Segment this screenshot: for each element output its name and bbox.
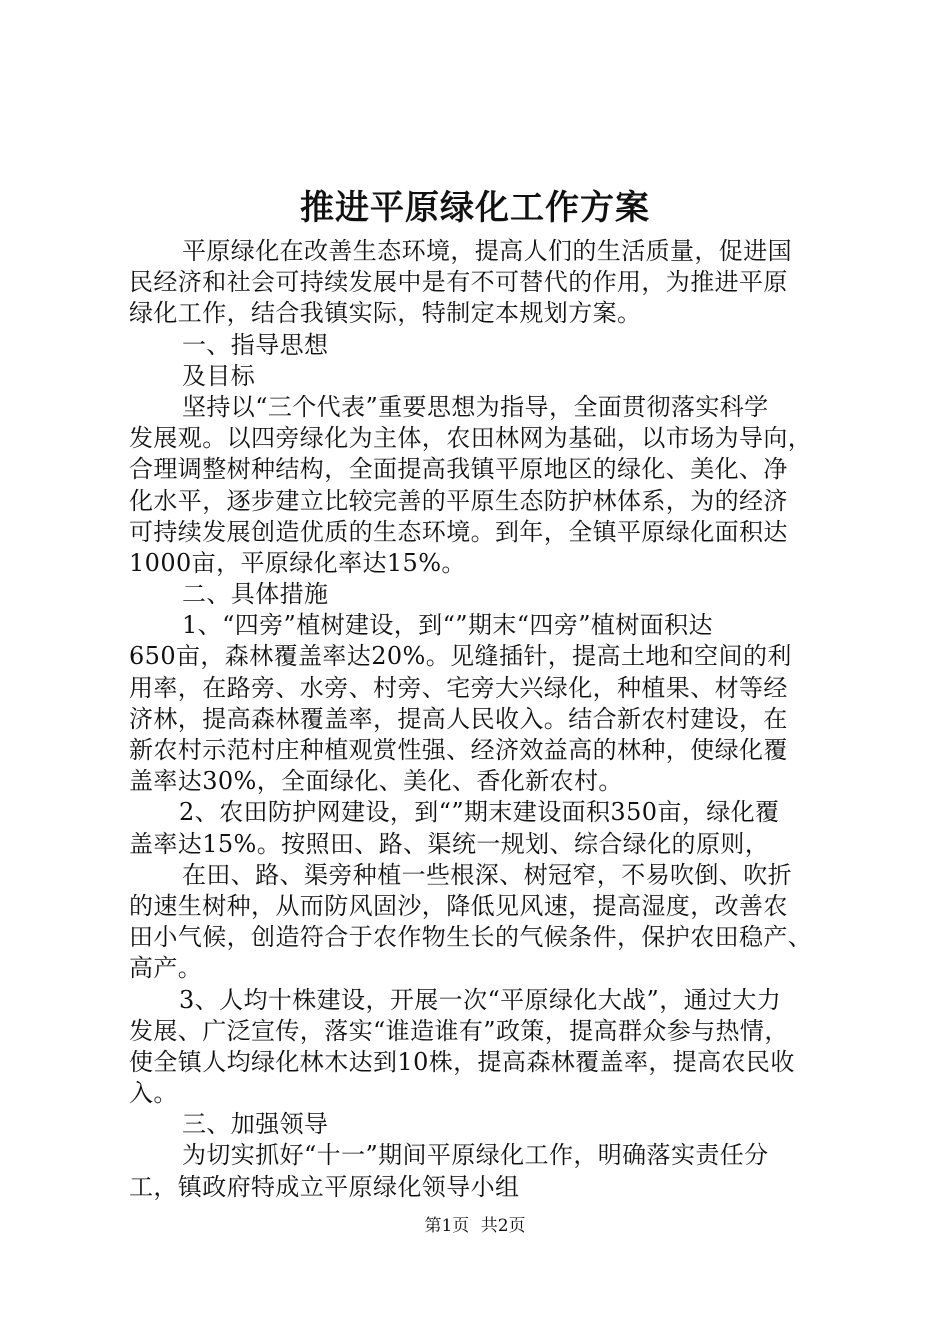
body-line: 民经济和社会可持续发展中是有不可替代的作用，为推进平原 (129, 268, 788, 297)
body-line: 为切实抓好“十一”期间平原绿化工作，明确落实责任分 (182, 1141, 769, 1170)
body-line: 盖率达30%，全面绿化、美化、香化新农村。 (129, 767, 623, 796)
body-line: 3、人均十株建设，开展一次“平原绿化大战”，通过大力 (179, 985, 782, 1014)
document-body (129, 236, 829, 1203)
section-heading: 二、具体措施 (182, 580, 329, 609)
body-line: 坚持以“三个代表”重要思想为指导，全面贯彻落实科学 (182, 392, 769, 421)
body-line: 2、农田防护网建设，到“”期末建设面积350亩，绿化覆 (179, 798, 780, 827)
body-line: 化水平，逐步建立比较完善的平原生态防护林体系，为的经济 (129, 486, 788, 515)
body-line: 新农村示范村庄种植观赏性强、经济效益高的林种，使绿化覆 (129, 736, 788, 764)
body-line: 入。 (129, 1079, 178, 1108)
body-line: 650亩，森林覆盖率达20%。见缝插针，提高土地和空间的利 (129, 642, 792, 671)
body-line: 在田、路、渠旁种植一些根深、树冠窄，不易吹倒、吹折 (182, 860, 792, 889)
body-line: 使全镇人均绿化林木达到10株，提高森林覆盖率，提高农民收 (129, 1047, 795, 1076)
page-footer (0, 1213, 950, 1239)
body-line: 的速生树种，从而防风固沙，降低见风速，提高湿度，改善农 (129, 891, 788, 920)
document-title: 推进平原绿化工作方案 (300, 188, 650, 228)
body-line: 1000亩，平原绿化率达15%。 (129, 548, 466, 577)
body-line: 田小气候，创造符合于农作物生长的气候条件，保护农田稳产、 (129, 923, 813, 952)
body-line: 发展、广泛宣传，落实“谁造谁有”政策，提高群众参与热情， (129, 1016, 789, 1045)
body-line: 发展观。以四旁绿化为主体，农田林网为基础，以市场为导向， (129, 424, 813, 453)
section-heading: 一、指导思想 (182, 330, 329, 359)
section-heading: 及目标 (182, 361, 256, 390)
section-heading: 三、加强领导 (182, 1110, 329, 1139)
body-line: 可持续发展创造优质的生态环境。到年，全镇平原绿化面积达 (129, 517, 788, 546)
page-number: 第1页 (424, 1216, 470, 1236)
body-line: 盖率达15%。按照田、路、渠统一规划、综合绿化的原则， (129, 829, 770, 858)
body-line: 绿化工作，结合我镇实际，特制定本规划方案。 (129, 299, 642, 328)
body-line: 济林，提高森林覆盖率，提高人民收入。结合新农村建设，在 (129, 704, 788, 733)
body-line: 用率，在路旁、水旁、村旁、宅旁大兴绿化，种植果、材等经 (129, 673, 788, 702)
body-line: 平原绿化在改善生态环境，提高人们的生活质量，促进国 (182, 237, 792, 265)
body-line: 高产。 (129, 954, 203, 983)
body-line: 工，镇政府特成立平原绿化领导小组 (129, 1172, 520, 1201)
body-line: 合理调整树种结构，全面提高我镇平原地区的绿化、美化、净 (129, 455, 788, 484)
page-total: 共2页 (480, 1216, 526, 1236)
body-line: 1、“四旁”植树建设，到“”期末“四旁”植树面积达 (182, 611, 713, 640)
